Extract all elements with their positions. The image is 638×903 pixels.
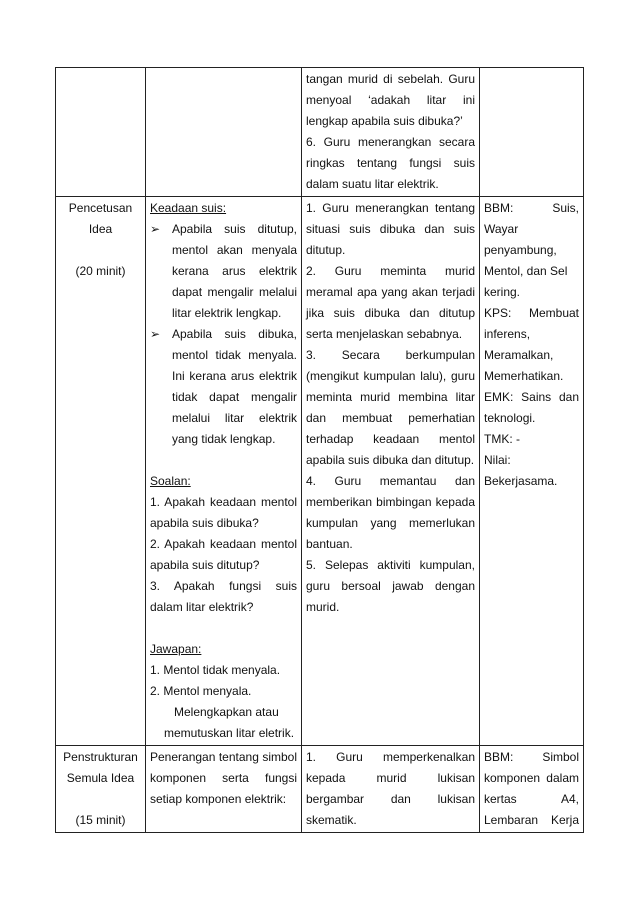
notes-line: Bekerjasama.: [484, 474, 558, 488]
soalan-heading: Soalan:: [150, 474, 191, 488]
activity-line: apabila suis dibuka dan ditutup.: [306, 453, 475, 467]
jawapan-heading: Jawapan:: [150, 642, 202, 656]
content-cell: [146, 68, 302, 197]
stage-cell: [56, 197, 146, 746]
activity-line: guru bersoal jawab dengan: [306, 579, 475, 593]
arrow-bullet-icon: ➢: [150, 222, 161, 236]
question-line: 3. Apakah fungsi suis: [150, 579, 297, 593]
activity-cell: [302, 68, 480, 197]
stage-name-2: Semula Idea: [66, 771, 135, 785]
stage-name-2: Idea: [88, 222, 113, 236]
notes-line: inferens,: [484, 327, 531, 341]
notes-line: Memerhatikan.: [484, 369, 564, 383]
activity-line: skematik.: [306, 813, 357, 827]
notes-cell: [480, 68, 584, 197]
table-row: [56, 197, 584, 746]
notes-line: komponen dalam: [484, 771, 579, 785]
activity-line: 4. Guru memantau dan: [306, 474, 475, 488]
notes-line: TMK: -: [484, 432, 520, 446]
activity-line: memberikan bimbingan kepada: [306, 495, 475, 509]
notes-line: EMK: Sains dan: [484, 390, 579, 404]
bullet-item: ➢ Apabila suis dibuka, mentol tidak menyala. Ini kerana arus elektrik tidak dapat mengalir melalui litar elektrik yang tidak lengkap.: [150, 324, 297, 450]
notes-line: BBM: Simbol: [484, 750, 579, 764]
notes-cell: [480, 197, 584, 746]
question-line: dalam litar elektrik?: [150, 600, 254, 614]
notes-cell: [480, 746, 584, 833]
stage-time: (20 minit): [75, 264, 126, 278]
activity-line: 3. Secara berkumpulan: [306, 348, 475, 362]
notes-line: kering.: [484, 285, 521, 299]
activity-line: 5. Selepas aktiviti kumpulan,: [306, 558, 475, 572]
notes-line: Nilai:: [484, 453, 511, 467]
answer-line: 1. Mentol tidak menyala.: [150, 663, 281, 677]
stage-cell: [56, 746, 146, 833]
activity-cell: [302, 197, 480, 746]
question-line: apabila suis dibuka?: [150, 516, 259, 530]
activity-line: (mengikut kumpulan lalu), guru: [306, 369, 475, 383]
question-line: apabila suis ditutup?: [150, 558, 260, 572]
content-cell: [146, 746, 302, 833]
activity-line: dan membuat pemerhatian: [306, 411, 475, 425]
answer-line: Melengkapkan atau: [174, 705, 279, 719]
bullet-item: ➢ Apabila suis ditutup, mentol akan menyala kerana arus elektrik dapat mengalir melalui litar elektrik lengkap.: [150, 219, 297, 324]
notes-line: Mentol, dan Sel: [484, 264, 568, 278]
stage-name: Pencetusan: [68, 201, 133, 215]
activity-line: 2. Guru meminta murid: [306, 264, 475, 278]
notes-line: Lembaran Kerja: [484, 813, 579, 827]
activity-line: meramal apa yang akan terjadi: [306, 285, 475, 299]
activity-cell: [302, 746, 480, 833]
content-cell: [146, 197, 302, 746]
activity-line: ditutup.: [306, 243, 346, 257]
notes-line: penyambung,: [484, 243, 557, 257]
activity-line: dalam suatu litar elektrik.: [306, 177, 439, 191]
arrow-bullet-icon: ➢: [150, 327, 161, 341]
stage-name: Penstrukturan: [63, 750, 138, 764]
content-heading: Keadaan suis:: [150, 201, 227, 215]
activity-line: bergambar dan lukisan: [306, 792, 475, 806]
activity-line: bantuan.: [306, 537, 353, 551]
content-line: komponen serta fungsi: [150, 771, 297, 785]
notes-line: KPS: Membuat: [484, 306, 579, 320]
activity-line: 1. Guru menerangkan tentang: [306, 201, 475, 215]
notes-line: Meramalkan,: [484, 348, 554, 362]
content-line: Penerangan tentang simbol: [150, 750, 297, 764]
lesson-plan-table: [55, 67, 584, 833]
stage-cell: [56, 68, 146, 197]
activity-line: 1. Guru memperkenalkan: [306, 750, 475, 764]
activity-line: tangan murid di sebelah. Guru: [306, 72, 475, 86]
answer-line: 2. Mentol menyala.: [150, 684, 252, 698]
activity-line: jika suis dibuka dan ditutup: [306, 306, 475, 320]
activity-line: situasi suis dibuka dan suis: [306, 222, 475, 236]
activity-line: menyoal ‘adakah litar ini: [306, 93, 475, 107]
activity-line: lengkap apabila suis dibuka?’: [306, 114, 463, 128]
notes-line: BBM: Suis,: [484, 201, 579, 215]
notes-line: Wayar: [484, 222, 519, 236]
question-line: 2. Apakah keadaan mentol: [150, 537, 297, 551]
table-row: [56, 746, 584, 833]
activity-line: serta menjelaskan sebabnya.: [306, 327, 463, 341]
notes-line: kertas A4,: [484, 792, 579, 806]
notes-line: teknologi.: [484, 411, 536, 425]
question-line: 1. Apakah keadaan mentol: [150, 495, 297, 509]
answer-line: memutuskan litar eletrik.: [164, 726, 295, 740]
activity-line: kepada murid lukisan: [306, 771, 475, 785]
activity-line: meminta murid membina litar: [306, 390, 475, 404]
activity-line: murid.: [306, 600, 340, 614]
table-row: [56, 68, 584, 197]
activity-line: terhadap keadaan mentol: [306, 432, 475, 446]
content-line: setiap komponen elektrik:: [150, 792, 287, 806]
activity-line: ringkas tentang fungsi suis: [306, 156, 475, 170]
activity-line: 6. Guru menerangkan secara: [306, 135, 475, 149]
activity-line: kumpulan yang memerlukan: [306, 516, 475, 530]
stage-time: (15 minit): [75, 813, 126, 827]
